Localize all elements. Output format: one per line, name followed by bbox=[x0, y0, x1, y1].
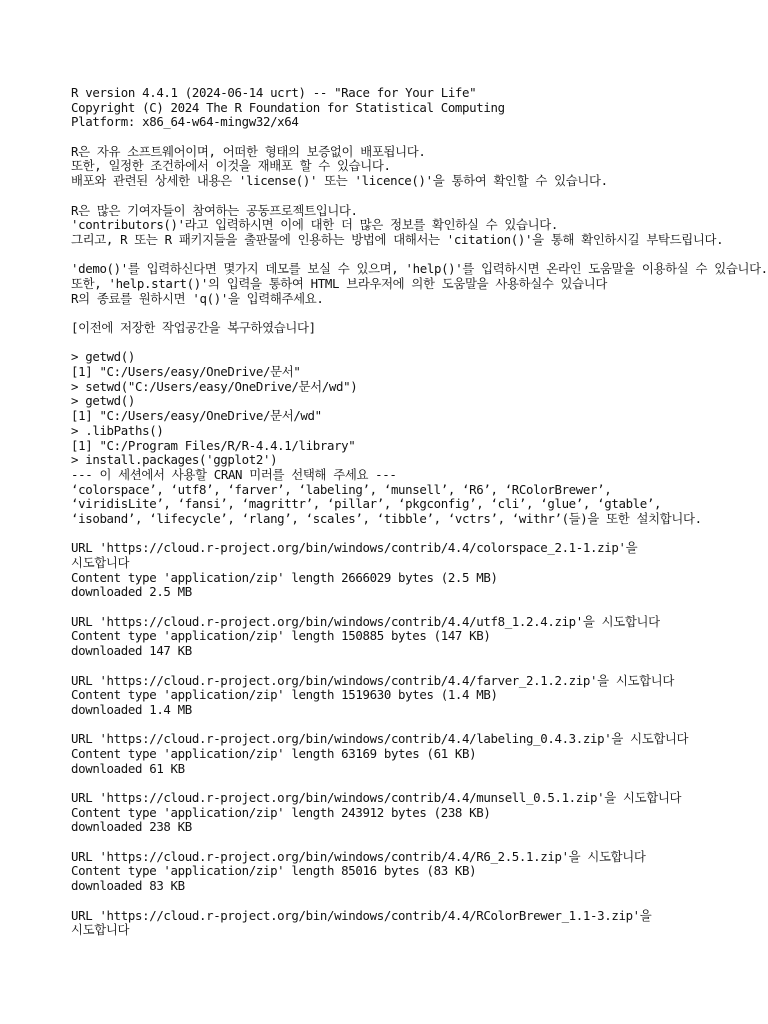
downloaded-line: downloaded 147 KB bbox=[71, 643, 192, 659]
content-type-line: Content type 'application/zip' length 1519630 bytes (1.4 MB) bbox=[71, 687, 498, 703]
downloaded-line: downloaded 1.4 MB bbox=[71, 701, 192, 717]
console-line: [이전에 저장한 작업공간을 복구하였습니다] bbox=[71, 320, 316, 335]
console-line: 배포와 관련된 상세한 내용은 'license()' 또는 'licence()'을 통하여 확인할 수 있습니다. bbox=[71, 173, 608, 189]
console-command-line: > getwd() bbox=[71, 349, 135, 365]
r-console-output[interactable] bbox=[71, 85, 768, 938]
console-command-line: > setwd("C:/Users/easy/OneDrive/문서/wd") bbox=[71, 378, 358, 394]
console-line bbox=[71, 894, 761, 909]
content-type-line: Content type 'application/zip' length 2666029 bytes (2.5 MB) bbox=[71, 569, 498, 585]
download-url-line: URL 'https://cloud.r-project.org/bin/windows/contrib/4.4/colorspace_2.1-1.zip'을 bbox=[71, 540, 638, 556]
download-url-line: URL 'https://cloud.r-project.org/bin/windows/contrib/4.4/labeling_0.4.3.zip'을 시도합니다 bbox=[71, 731, 689, 747]
console-command-line: > .libPaths() bbox=[71, 422, 164, 438]
console-line bbox=[71, 659, 761, 674]
console-line bbox=[71, 189, 761, 204]
download-url-line: URL 'https://cloud.r-project.org/bin/windows/contrib/4.4/farver_2.1.2.zip'을 시도합니다 bbox=[71, 672, 674, 688]
console-line: R의 종료를 원하시면 'q()'을 입력해주세요. bbox=[71, 290, 324, 306]
content-type-line: Content type 'application/zip' length 85016 bytes (83 KB) bbox=[71, 863, 477, 879]
console-line: 또한, 'help.start()'의 입력을 통하여 HTML 브라우저에 의한 도움말을 사용하실수 있습니다 bbox=[71, 275, 608, 291]
console-line bbox=[71, 130, 761, 145]
console-line: ‘isoband’, ‘lifecycle’, ‘rlang’, ‘scales’, ‘tibble’, ‘vctrs’, ‘withr’(들)을 또한 설치합니다. bbox=[71, 510, 702, 526]
console-line: R version 4.4.1 (2024-06-14 ucrt) -- "Race for Your Life" bbox=[71, 85, 477, 100]
console-line: R은 자유 소프트웨어이며, 어떠한 형태의 보증없이 배포됩니다. bbox=[71, 143, 426, 159]
console-command-line: > getwd() bbox=[71, 393, 135, 409]
downloaded-line: downloaded 238 KB bbox=[71, 819, 192, 835]
console-line: ‘viridisLite’, ‘fansi’, ‘magrittr’, ‘pillar’, ‘pkgconfig’, ‘cli’, ‘glue’, ‘gtable’, bbox=[71, 496, 662, 512]
console-line: 'contributors()'라고 입력하시면 이에 대한 더 많은 정보를 확인하실 수 있습니다. bbox=[71, 217, 558, 233]
content-type-line: Content type 'application/zip' length 63169 bytes (61 KB) bbox=[71, 745, 477, 761]
console-line bbox=[71, 600, 761, 615]
console-line: ‘colorspace’, ‘utf8’, ‘farver’, ‘labeling’, ‘munsell’, ‘R6’, ‘RColorBrewer’, bbox=[71, 481, 612, 497]
console-line: --- 이 세션에서 사용할 CRAN 미러를 선택해 주세요 --- bbox=[71, 466, 397, 482]
download-url-line: URL 'https://cloud.r-project.org/bin/windows/contrib/4.4/RColorBrewer_1.1-3.zip'을 bbox=[71, 907, 652, 923]
console-result-line: [1] "C:/Users/easy/OneDrive/문서" bbox=[71, 364, 301, 380]
downloaded-line: downloaded 2.5 MB bbox=[71, 584, 192, 600]
console-line: Copyright (C) 2024 The R Foundation for Statistical Computing bbox=[71, 99, 505, 115]
console-line bbox=[71, 248, 761, 263]
console-line: Platform: x86_64-w64-mingw32/x64 bbox=[71, 114, 299, 130]
console-line bbox=[71, 336, 761, 351]
content-type-line: Content type 'application/zip' length 243912 bytes (238 KB) bbox=[71, 804, 491, 820]
console-line: 시도합니다 bbox=[71, 555, 130, 570]
console-command-line: > install.packages('ggplot2') bbox=[71, 452, 278, 468]
downloaded-line: downloaded 61 KB bbox=[71, 760, 185, 776]
console-line bbox=[71, 835, 761, 850]
console-line bbox=[71, 306, 761, 321]
console-line bbox=[71, 527, 761, 542]
console-line bbox=[71, 776, 761, 791]
console-result-line: [1] "C:/Users/easy/OneDrive/문서/wd" bbox=[71, 408, 322, 424]
console-line: 'demo()'를 입력하신다면 몇가지 데모를 보실 수 있으며, 'help()'를 입력하시면 온라인 도움말을 이용하실 수 있습니다. bbox=[71, 261, 768, 277]
console-line: 그리고, R 또는 R 패키지들을 출판물에 인용하는 방법에 대해서는 'citation()'을 통해 확인하시길 부탁드립니다. bbox=[71, 231, 724, 247]
download-url-line: URL 'https://cloud.r-project.org/bin/windows/contrib/4.4/munsell_0.5.1.zip'을 시도합니다 bbox=[71, 790, 682, 805]
download-url-line: URL 'https://cloud.r-project.org/bin/windows/contrib/4.4/utf8_1.2.4.zip'을 시도합니다 bbox=[71, 613, 660, 629]
download-url-line: URL 'https://cloud.r-project.org/bin/windows/contrib/4.4/R6_2.5.1.zip'을 시도합니다 bbox=[71, 848, 646, 864]
console-line: 또한, 일정한 조건하에서 이것을 재배포 할 수 있습니다. bbox=[71, 158, 391, 174]
console-line bbox=[71, 718, 761, 733]
downloaded-line: downloaded 83 KB bbox=[71, 878, 185, 894]
console-result-line: [1] "C:/Program Files/R/R-4.4.1/library" bbox=[71, 437, 356, 453]
console-line: R은 많은 기여자들이 참여하는 공동프로젝트입니다. bbox=[71, 202, 358, 218]
console-line: 시도합니다 bbox=[71, 922, 130, 938]
content-type-line: Content type 'application/zip' length 150885 bytes (147 KB) bbox=[71, 628, 491, 644]
